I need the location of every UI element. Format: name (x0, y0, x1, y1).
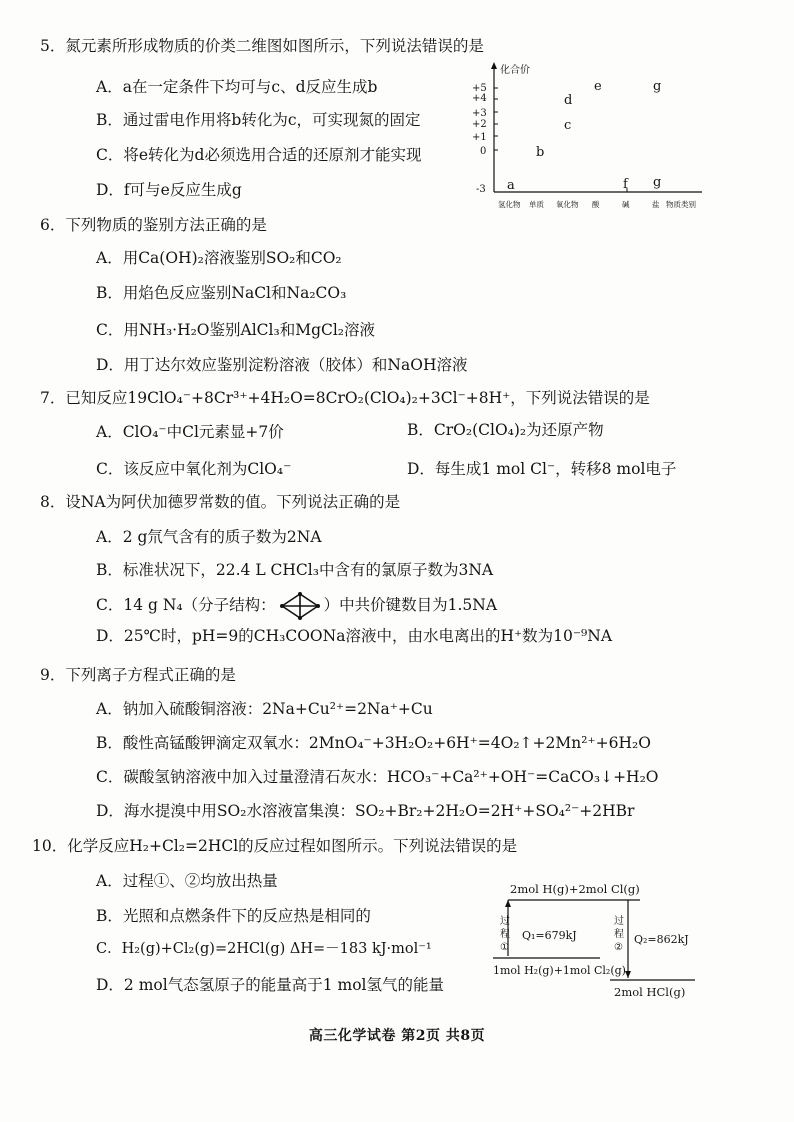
y-axis-arrow-icon (491, 62, 497, 69)
q9-option-d: D．海水提溴中用SO₂水溶液富集溴：SO₂+Br₂+2H₂O=2H⁺+SO₄²⁻+2HBr (96, 802, 635, 820)
proc1-char1: 过 (500, 916, 510, 927)
q8-option-c-pre: C．14 g N₄（分子结构： (96, 596, 276, 614)
q10-option-a: A．过程①、②均放出热量 (96, 872, 278, 890)
proc2-char1: 过 (614, 916, 624, 927)
n4-tetrahedron-icon (278, 592, 322, 620)
energy-diagram (490, 880, 710, 1005)
ytick-plus2: +2 (472, 119, 487, 130)
q8-option-d: D．25℃时，pH=9的CH₃COONa溶液中，由水电离出的H⁺数为10⁻⁹NA (96, 627, 613, 645)
ytick-plus1: +1 (472, 132, 487, 143)
q7-stem: 7．已知反应19ClO₄⁻+8Cr³⁺+4H₂O=8CrO₂(ClO₄)₂+3Cl⁻+8H⁺，下列说法错误的是 (40, 389, 650, 407)
q9-option-a: A．钠加入硫酸铜溶液：2Na+Cu²⁺=2Na⁺+Cu (96, 700, 433, 718)
ytick-plus4: +4 (472, 93, 487, 104)
ytick-plus3: +3 (472, 108, 487, 119)
valence-class-chart (470, 62, 710, 212)
xcat-acid: 酸 (592, 200, 600, 209)
point-e: e (594, 79, 602, 94)
q6-option-b: B．用焰色反应鉴别NaCl和Na₂CO₃ (96, 284, 347, 302)
q8-option-c-post: ）中共价键数目为1.5NA (323, 596, 498, 614)
q8-stem: 8．设NA为阿伏加德罗常数的值。下列说法正确的是 (40, 493, 401, 511)
q7-option-a: A．ClO₄⁻中Cl元素显+7价 (96, 423, 284, 441)
xcat-base: 碱 (622, 200, 630, 209)
q6-option-c: C．用NH₃·H₂O鉴别AlCl₃和MgCl₂溶液 (96, 321, 376, 339)
q5-option-b: B．通过雷电作用将b转化为c，可实现氮的固定 (96, 111, 421, 129)
xcat-oxide: 氧化物 (556, 200, 579, 209)
q5-option-a: A．a在一定条件下均可与c、d反应生成b (96, 78, 378, 96)
q5-option-c: C．将e转化为d必须选用合适的还原剂才能实现 (96, 146, 422, 164)
level-mid-label: 1mol H₂(g)+1mol Cl₂(g) (493, 964, 626, 977)
q7-option-d: D．每生成1 mol Cl⁻，转移8 mol电子 (407, 460, 677, 478)
q10-stem: 10．化学反应H₂+Cl₂=2HCl的反应过程如图所示。下列说法错误的是 (32, 837, 518, 855)
point-g-bottom: g (653, 175, 662, 190)
point-f: f (623, 177, 628, 192)
ytick-zero: 0 (480, 146, 487, 157)
q8-option-b: B．标准状况下，22.4 L CHCl₃中含有的氯原子数为3NA (96, 561, 494, 579)
point-a: a (507, 178, 515, 193)
point-g-top: g (653, 79, 662, 94)
proc2-char2: 程 (614, 929, 624, 940)
q9-option-b: B．酸性高锰酸钾滴定双氧水：2MnO₄⁻+3H₂O₂+6H⁺=4O₂↑+2Mn²⁺+6H₂O (96, 734, 651, 752)
proc1-char3: ① (500, 942, 509, 953)
xcat-element: 单质 (529, 200, 544, 209)
level-top-label: 2mol H(g)+2mol Cl(g) (510, 882, 640, 896)
point-b: b (536, 145, 545, 160)
q9-option-c: C．碳酸氢钠溶液中加入过量澄清石灰水：HCO₃⁻+Ca²⁺+OH⁻=CaCO₃↓+H₂O (96, 768, 659, 786)
q8-option-c (96, 592, 497, 620)
q10-option-c: C．H₂(g)+Cl₂(g)=2HCl(g) ΔH=－183 kJ·mol⁻¹ (96, 941, 432, 957)
y-axis-label: 化合价 (500, 65, 530, 76)
page-footer: 高三化学试卷 第2页 共8页 (308, 1028, 486, 1044)
q6-option-a: A．用Ca(OH)₂溶液鉴别SO₂和CO₂ (96, 249, 342, 267)
xcat-salt: 盐 (652, 200, 660, 209)
level-bottom-label: 2mol HCl(g) (614, 985, 686, 999)
q6-option-d: D．用丁达尔效应鉴别淀粉溶液（胶体）和NaOH溶液 (96, 356, 468, 374)
point-d: d (564, 93, 573, 108)
q7-option-b: B．CrO₂(ClO₄)₂为还原产物 (407, 421, 604, 439)
q5-stem: 5．氮元素所形成物质的价类二维图如图所示，下列说法错误的是 (40, 37, 484, 55)
proc2-char3: ② (614, 942, 623, 953)
q9-stem: 9．下列离子方程式正确的是 (40, 666, 236, 684)
q2-label: Q₂=862kJ (634, 933, 689, 946)
q1-label: Q₁=679kJ (522, 929, 577, 942)
q10-option-d: D．2 mol气态氢原子的能量高于1 mol氢气的能量 (96, 976, 444, 994)
q5-option-d: D．f可与e反应生成g (96, 181, 242, 199)
xcat-hydride: 氢化物 (498, 200, 521, 209)
q8-option-a: A．2 g氘气含有的质子数为2NA (96, 528, 322, 546)
proc1-char2: 程 (500, 929, 510, 940)
q10-option-b: B．光照和点燃条件下的反应热是相同的 (96, 907, 371, 925)
point-c: c (564, 118, 572, 133)
ytick-plus5: +5 (472, 83, 487, 94)
arrow-up-icon (505, 900, 511, 907)
q6-stem: 6．下列物质的鉴别方法正确的是 (40, 216, 267, 234)
q7-option-c: C．该反应中氧化剂为ClO₄⁻ (96, 460, 292, 478)
ytick-minus3: -3 (476, 184, 486, 195)
x-axis-label: 物质类别 (666, 200, 696, 209)
